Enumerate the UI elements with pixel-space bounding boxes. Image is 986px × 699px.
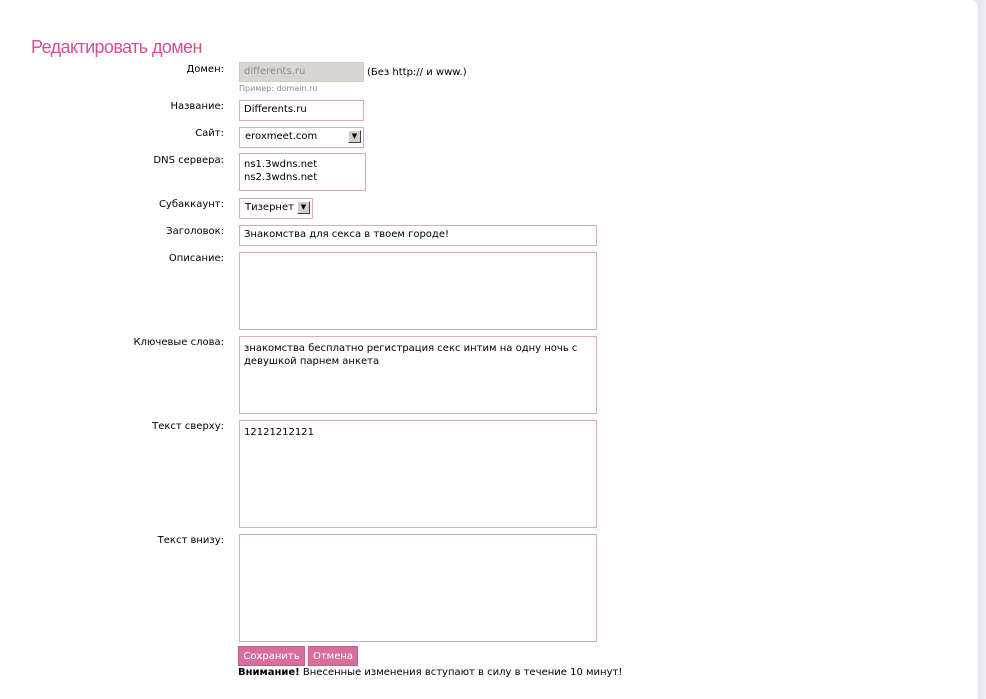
subaccount-label: Субаккаунт: — [158, 199, 224, 210]
description-textarea[interactable] — [239, 252, 597, 330]
text-bottom-textarea[interactable] — [239, 534, 597, 642]
dns-textarea[interactable] — [239, 153, 366, 191]
warning-bold: Внимание! — [238, 667, 300, 678]
cancel-button[interactable]: Отмена — [308, 646, 358, 666]
subaccount-select[interactable] — [239, 198, 313, 219]
dns-line: ns2.3wdns.net — [244, 172, 318, 183]
warning-text: Внесенные изменения вступают в силу в течение 10 минут! — [299, 667, 623, 678]
domain-note: (Без http:// и www.) — [367, 67, 467, 78]
save-button[interactable]: Сохранить — [238, 646, 305, 666]
site-select[interactable] — [239, 127, 364, 148]
description-label: Описание: — [168, 253, 224, 264]
headline-label: Заголовок: — [166, 226, 224, 237]
text-top-label: Текст сверху: — [152, 421, 224, 432]
chevron-down-icon[interactable]: ▼ — [297, 201, 310, 214]
keywords-label: Ключевые слова: — [133, 337, 224, 348]
domain-hint: Пример: domain.ru — [239, 84, 318, 93]
name-input[interactable]: Differents.ru — [239, 100, 364, 121]
page-title: Редактировать домен — [31, 37, 202, 57]
domain-label: Домен: — [186, 64, 224, 75]
site-select-value: eroxmeet.com — [245, 131, 318, 142]
dns-line: ns1.3wdns.net — [244, 159, 318, 170]
chevron-down-icon[interactable]: ▼ — [348, 130, 361, 143]
subaccount-select-value: Тизернет — [245, 202, 294, 213]
domain-input: differents.ru — [239, 62, 364, 82]
keywords-textarea[interactable]: знакомства бесплатно регистрация секс интим на одну ночь с девушкой парнем анкета — [239, 336, 597, 414]
warning-message — [238, 667, 622, 679]
name-label: Название: — [170, 101, 224, 112]
headline-input[interactable]: Знакомства для секса в твоем городе! — [239, 225, 597, 246]
text-top-textarea[interactable]: 12121212121 — [239, 420, 597, 528]
right-edge-strip — [978, 0, 986, 699]
site-label: Сайт: — [195, 128, 224, 139]
text-bottom-label: Текст внизу: — [157, 535, 224, 546]
dns-label: DNS сервера: — [153, 155, 224, 166]
